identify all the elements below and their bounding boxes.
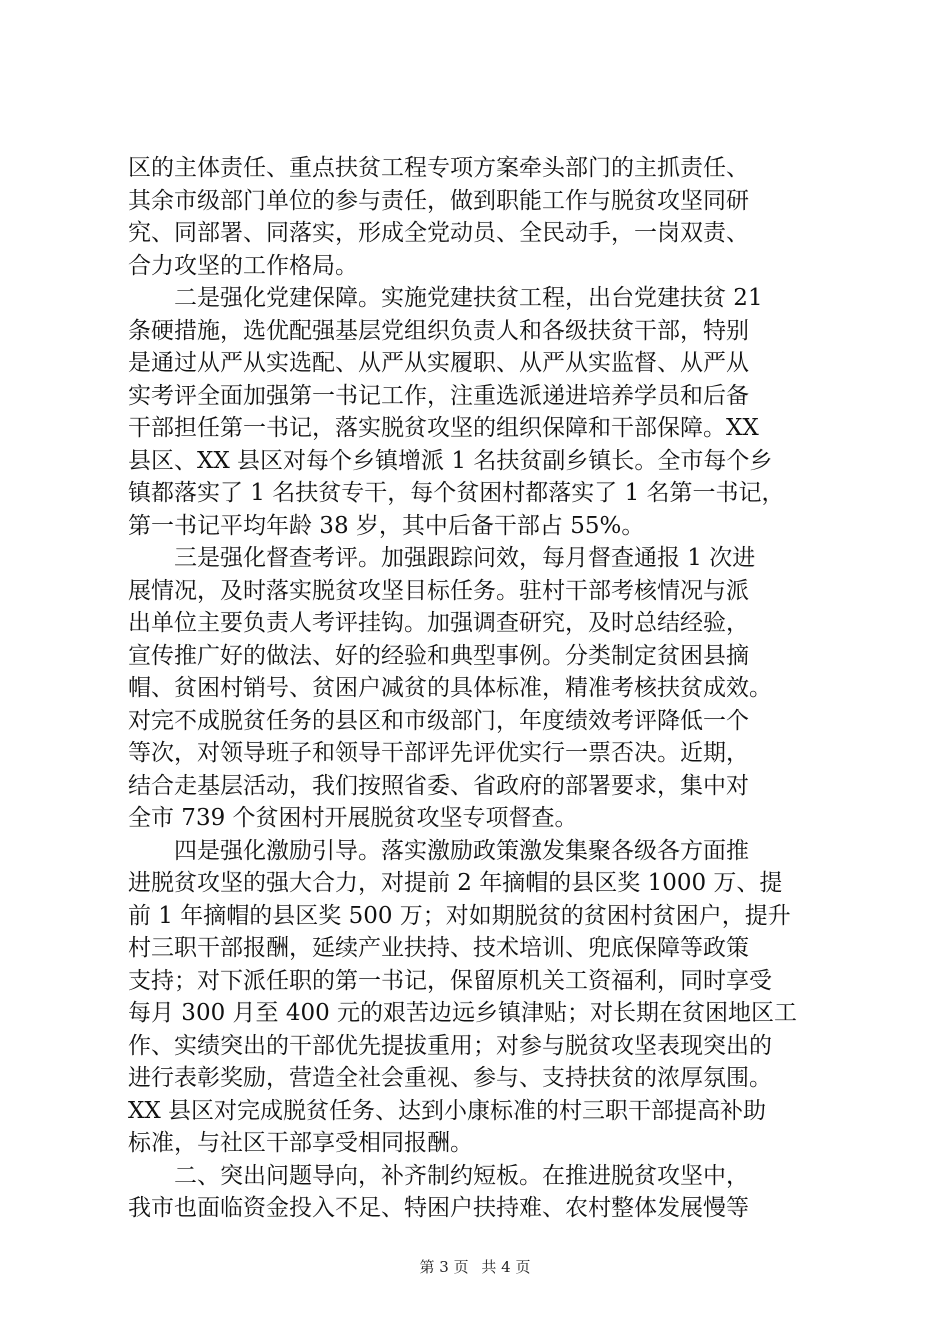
text-line: 作、实绩突出的干部优先提拔重用；对参与脱贫攻坚表现突出的 [128, 1032, 772, 1059]
text-line: 支持；对下派任职的第一书记，保留原机关工资福利，同时享受 [128, 967, 772, 994]
text-line: 前 1 年摘帽的县区奖 500 万；对如期脱贫的贫困村贫困户，提升 [128, 902, 791, 929]
text-line: 区的主体责任、重点扶贫工程专项方案牵头部门的主抓责任、 [128, 155, 749, 181]
text-line: 进行表彰奖励，营造全社会重视、参与、支持扶贫的浓厚氛围。 [128, 1065, 772, 1091]
text-line: 镇都落实了 1 名扶贫专干，每个贫困村都落实了 1 名第一书记， [128, 480, 785, 506]
text-line: 县区、XX 县区对每个乡镇增派 1 名扶贫副乡镇长。全市每个乡 [128, 447, 773, 474]
text-line: 展情况，及时落实脱贫攻坚目标任务。驻村干部考核情况与派 [128, 577, 749, 604]
page-number: 第 3 页 [419, 1258, 469, 1276]
text-line: 干部担任第一书记，落实脱贫攻坚的组织保障和干部保障。XX [128, 415, 759, 441]
text-line: 进脱贫攻坚的强大合力，对提前 2 年摘帽的县区奖 1000 万、提 [128, 870, 783, 896]
text-line: 全市 739 个贫困村开展脱贫攻坚专项督查。 [128, 805, 578, 831]
text-line: 四是强化激励引导。落实激励政策激发集聚各级各方面推 [128, 837, 749, 864]
text-line: 等次，对领导班子和领导干部评先评优实行一票否决。近期， [128, 740, 749, 766]
text-line: 我市也面临资金投入不足、特困户扶持难、农村整体发展慢等 [128, 1195, 749, 1221]
page-footer [0, 1257, 950, 1277]
text-line: 每月 300 月至 400 元的艰苦边远乡镇津贴；对长期在贫困地区工 [128, 1000, 798, 1026]
text-line: 二是强化党建保障。实施党建扶贫工程，出台党建扶贫 21 [128, 285, 763, 311]
text-line: 标准，与社区干部享受相同报酬。 [128, 1130, 473, 1156]
text-line: 出单位主要负责人考评挂钩。加强调查研究，及时总结经验， [128, 610, 749, 636]
text-line: XX 县区对完成脱贫任务、达到小康标准的村三职干部提高补助 [128, 1097, 767, 1124]
text-line: 条硬措施，选优配强基层党组织负责人和各级扶贫干部，特别 [128, 317, 749, 344]
text-line: 村三职干部报酬，延续产业扶持、技术培训、兜底保障等政策 [128, 935, 749, 961]
text-line: 实考评全面加强第一书记工作，注重选派递进培养学员和后备 [128, 382, 749, 409]
text-line: 对完不成脱贫任务的县区和市级部门，年度绩效考评降低一个 [128, 707, 749, 734]
page-total: 共 4 页 [481, 1258, 531, 1276]
text-line: 第一书记平均年龄 38 岁，其中后备干部占 55%。 [128, 512, 645, 539]
text-line: 帽、贫困村销号、贫困户减贫的具体标准，精准考核扶贫成效。 [128, 675, 772, 701]
text-line: 是通过从严从实选配、从严从实履职、从严从实监督、从严从 [128, 350, 749, 376]
document-body [128, 152, 828, 1225]
text-line: 三是强化督查考评。加强跟踪问效，每月督查通报 1 次进 [128, 545, 756, 571]
text-line: 结合走基层活动，我们按照省委、省政府的部署要求，集中对 [128, 772, 749, 799]
text-line: 究、同部署、同落实，形成全党动员、全民动手，一岗双责、 [128, 220, 749, 246]
text-line: 合力攻坚的工作格局。 [128, 252, 358, 279]
text-line: 其余市级部门单位的参与责任，做到职能工作与脱贫攻坚同研 [128, 187, 749, 214]
text-line: 二、突出问题导向，补齐制约短板。在推进脱贫攻坚中， [128, 1162, 749, 1189]
text-line: 宣传推广好的做法、好的经验和典型事例。分类制定贫困县摘 [128, 642, 749, 669]
